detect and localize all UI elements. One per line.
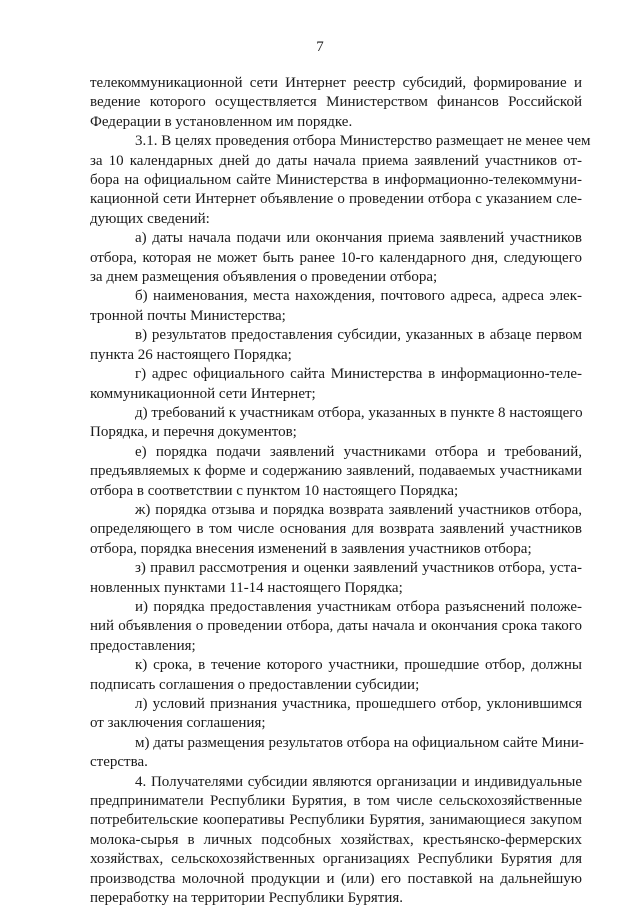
- text-line: и) порядка предоставления участникам отбора разъяснений положе-: [135, 598, 582, 615]
- text-line: подписать соглашения о предоставлении субсидии;: [90, 676, 420, 693]
- text-line: предъявляемых к форме и содержанию заявлений, подаваемых участниками: [90, 463, 582, 480]
- paragraph-3-1: [90, 132, 591, 229]
- text-line: Федерации в установленном им порядке.: [90, 113, 353, 130]
- text-line: отбора в соответствии с пунктом 10 настоящего Порядка;: [90, 482, 459, 499]
- text-line: тронной почты Министерства;: [90, 307, 286, 324]
- text-line: бора на официальном сайте Министерства в информационно-телекоммуни-: [90, 172, 582, 189]
- text-line: телекоммуникационной сети Интернет реестр субсидий, формирование и: [90, 75, 582, 91]
- text-line: предоставления;: [90, 637, 196, 654]
- text-line: з) правил рассмотрения и оценки заявлений участников отбора, уста-: [135, 560, 582, 577]
- text-line: от заключения соглашения;: [90, 715, 266, 732]
- text-line: стерства.: [90, 754, 148, 771]
- page-number: 7: [316, 39, 324, 55]
- text-line: новленных пунктами 11-14 настоящего Порядка;: [90, 579, 403, 596]
- text-line: а) даты начала подачи или окончания приема заявлений участников: [135, 230, 582, 247]
- document-body: [90, 74, 591, 908]
- paragraph-m: [90, 734, 582, 773]
- text-line: отбора, которая не может быть ранее 10-го календарного дня, следующего: [90, 249, 582, 266]
- text-line: м) даты размещения результатов отбора на официальном сайте Мини-: [135, 734, 584, 751]
- text-line: отбора, порядка внесения изменений в заявления участников отбора;: [90, 540, 532, 557]
- text-line: хозяйствах, сельскохозяйственных организациях Республики Бурятия для: [90, 851, 582, 868]
- paragraph-l: [90, 695, 582, 734]
- paragraph-i: [90, 598, 582, 656]
- text-line: ж) порядка отзыва и порядка возврата заявлений участников отбора,: [135, 501, 582, 518]
- text-line: за днем размещения объявления о проведении отбора;: [90, 269, 438, 286]
- text-line: дующих сведений:: [90, 210, 210, 227]
- paragraph-zh: [90, 501, 582, 559]
- text-line: 4. Получателями субсидии являются организации и индивидуальные: [135, 773, 582, 790]
- paragraph-b: [90, 287, 582, 326]
- paragraph-e: [90, 443, 582, 501]
- text-line: к) срока, в течение которого участники, прошедшие отбор, должны: [135, 657, 582, 674]
- text-line: коммуникационной сети Интернет;: [90, 385, 316, 402]
- paragraph-v: [90, 326, 582, 365]
- text-line: пункта 26 настоящего Порядка;: [90, 346, 292, 363]
- text-line: д) требований к участникам отбора, указанных в пункте 8 настоящего: [135, 404, 583, 421]
- paragraph-4: [90, 773, 582, 908]
- text-line: Порядка, и перечня документов;: [90, 424, 297, 441]
- text-line: ведение которого осуществляется Министерством финансов Российской: [90, 94, 582, 111]
- paragraph-k: [90, 656, 582, 695]
- text-line: за 10 календарных дней до даты начала приема заявлений участников от-: [90, 152, 582, 169]
- text-line: в) результатов предоставления субсидии, указанных в абзаце первом: [135, 327, 582, 344]
- text-line: предприниматели Республики Бурятия, в том числе сельскохозяйственные: [90, 793, 582, 810]
- paragraph-g: [90, 365, 582, 404]
- paragraph-intro: [90, 74, 582, 132]
- text-line: производства молочной продукции и (или) его поставкой на дальнейшую: [90, 870, 582, 887]
- text-line: молока-сырья в личных подсобных хозяйствах, крестьянско-фермерских: [90, 831, 582, 848]
- text-line: л) условий признания участника, прошедшего отбор, уклонившимся: [135, 696, 582, 712]
- text-line: переработку на территории Республики Бурятия.: [90, 890, 404, 907]
- text-line: 3.1. В целях проведения отбора Министерство размещает не менее чем: [135, 133, 591, 150]
- text-line: потребительские кооперативы Республики Бурятия, занимающиеся закупом: [90, 812, 582, 829]
- paragraph-d: [90, 404, 582, 443]
- text-line: г) адрес официального сайта Министерства в информационно-теле-: [135, 366, 582, 383]
- text-line: ний объявления о проведении отбора, даты начала и окончания срока такого: [90, 618, 582, 635]
- text-line: б) наименования, места нахождения, почтового адреса, адреса элек-: [135, 288, 582, 305]
- text-line: кационной сети Интернет объявление о проведении отбора с указанием сле-: [90, 191, 582, 208]
- text-line: определяющего в том числе основания для возврата заявлений участников: [90, 521, 582, 538]
- paragraph-a: [90, 229, 582, 287]
- paragraph-z: [90, 559, 582, 598]
- text-line: е) порядка подачи заявлений участниками отбора и требований,: [135, 443, 582, 460]
